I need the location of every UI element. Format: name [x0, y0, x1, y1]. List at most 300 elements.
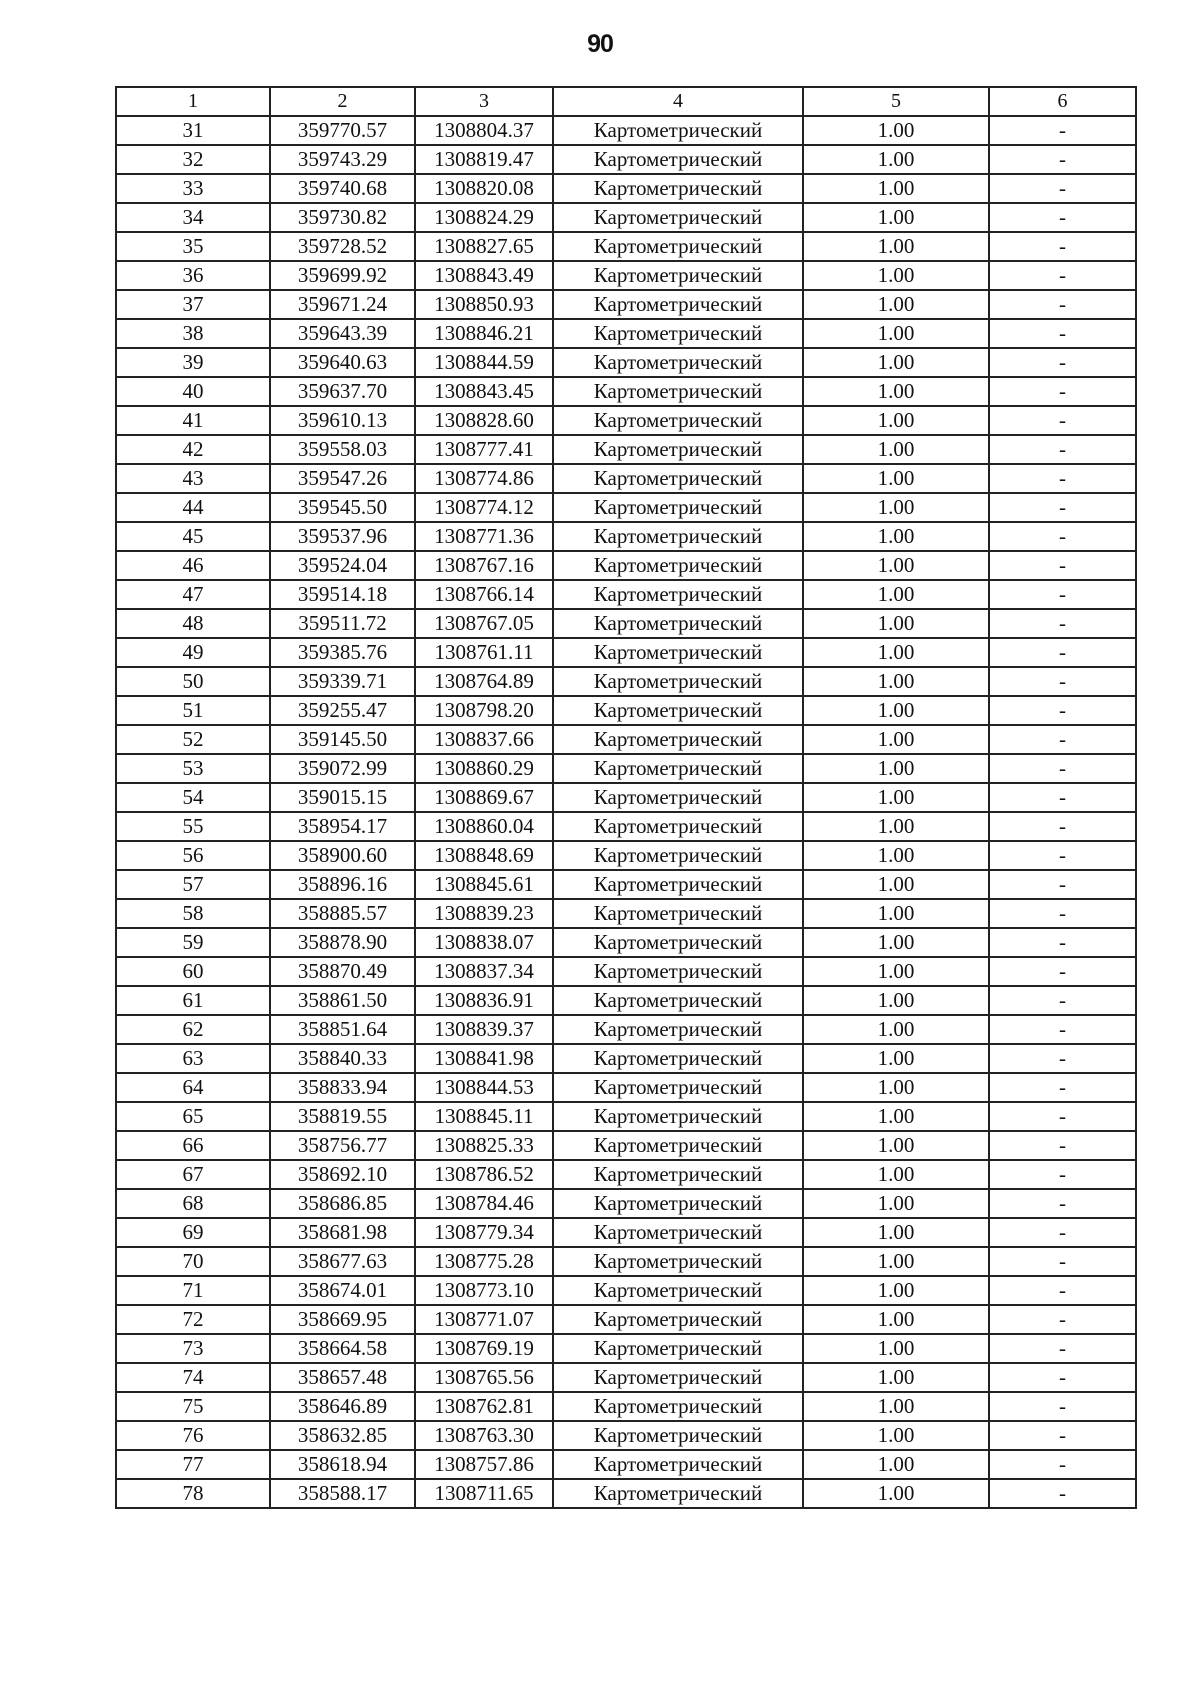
x-coordinate-cell: 359558.03 — [270, 435, 415, 464]
point-number-cell: 67 — [116, 1160, 270, 1189]
x-coordinate-cell: 358588.17 — [270, 1479, 415, 1508]
point-number-cell: 37 — [116, 290, 270, 319]
y-coordinate-cell: 1308775.28 — [415, 1247, 553, 1276]
note-cell: - — [989, 232, 1136, 261]
y-coordinate-cell: 1308777.41 — [415, 435, 553, 464]
y-coordinate-cell: 1308766.14 — [415, 580, 553, 609]
y-coordinate-cell: 1308844.53 — [415, 1073, 553, 1102]
point-number-cell: 63 — [116, 1044, 270, 1073]
method-cell: Картометрический — [553, 1421, 803, 1450]
y-coordinate-cell: 1308828.60 — [415, 406, 553, 435]
y-coordinate-cell: 1308839.37 — [415, 1015, 553, 1044]
point-number-cell: 77 — [116, 1450, 270, 1479]
point-number-cell: 73 — [116, 1334, 270, 1363]
accuracy-cell: 1.00 — [803, 493, 989, 522]
method-cell: Картометрический — [553, 1102, 803, 1131]
accuracy-cell: 1.00 — [803, 145, 989, 174]
accuracy-cell: 1.00 — [803, 203, 989, 232]
point-number-cell: 62 — [116, 1015, 270, 1044]
x-coordinate-cell: 359640.63 — [270, 348, 415, 377]
method-cell: Картометрический — [553, 841, 803, 870]
point-number-cell: 45 — [116, 522, 270, 551]
note-cell: - — [989, 319, 1136, 348]
y-coordinate-cell: 1308762.81 — [415, 1392, 553, 1421]
point-number-cell: 75 — [116, 1392, 270, 1421]
accuracy-cell: 1.00 — [803, 290, 989, 319]
note-cell: - — [989, 145, 1136, 174]
header-row — [116, 87, 1136, 116]
x-coordinate-cell: 359072.99 — [270, 754, 415, 783]
accuracy-cell: 1.00 — [803, 1102, 989, 1131]
point-number-cell: 52 — [116, 725, 270, 754]
point-number-cell: 34 — [116, 203, 270, 232]
accuracy-cell: 1.00 — [803, 174, 989, 203]
method-cell: Картометрический — [553, 145, 803, 174]
method-cell: Картометрический — [553, 1305, 803, 1334]
x-coordinate-cell: 359728.52 — [270, 232, 415, 261]
table-row — [116, 464, 1136, 493]
note-cell: - — [989, 261, 1136, 290]
note-cell: - — [989, 1479, 1136, 1508]
method-cell: Картометрический — [553, 580, 803, 609]
x-coordinate-cell: 358954.17 — [270, 812, 415, 841]
accuracy-cell: 1.00 — [803, 638, 989, 667]
method-cell: Картометрический — [553, 348, 803, 377]
point-number-cell: 47 — [116, 580, 270, 609]
note-cell: - — [989, 1421, 1136, 1450]
note-cell: - — [989, 667, 1136, 696]
accuracy-cell: 1.00 — [803, 1363, 989, 1392]
accuracy-cell: 1.00 — [803, 1305, 989, 1334]
x-coordinate-cell: 358878.90 — [270, 928, 415, 957]
y-coordinate-cell: 1308843.49 — [415, 261, 553, 290]
method-cell: Картометрический — [553, 667, 803, 696]
table-row — [116, 1218, 1136, 1247]
point-number-cell: 49 — [116, 638, 270, 667]
point-number-cell: 38 — [116, 319, 270, 348]
y-coordinate-cell: 1308869.67 — [415, 783, 553, 812]
table-row — [116, 1276, 1136, 1305]
accuracy-cell: 1.00 — [803, 841, 989, 870]
method-cell: Картометрический — [553, 986, 803, 1015]
x-coordinate-cell: 359545.50 — [270, 493, 415, 522]
note-cell: - — [989, 1131, 1136, 1160]
y-coordinate-cell: 1308819.47 — [415, 145, 553, 174]
method-cell: Картометрический — [553, 406, 803, 435]
method-cell: Картометрический — [553, 522, 803, 551]
x-coordinate-cell: 358833.94 — [270, 1073, 415, 1102]
table-row — [116, 754, 1136, 783]
x-coordinate-cell: 358618.94 — [270, 1450, 415, 1479]
method-cell: Картометрический — [553, 638, 803, 667]
x-coordinate-cell: 359740.68 — [270, 174, 415, 203]
method-cell: Картометрический — [553, 1450, 803, 1479]
x-coordinate-cell: 358681.98 — [270, 1218, 415, 1247]
accuracy-cell: 1.00 — [803, 1276, 989, 1305]
x-coordinate-cell: 358870.49 — [270, 957, 415, 986]
accuracy-cell: 1.00 — [803, 1247, 989, 1276]
accuracy-cell: 1.00 — [803, 1218, 989, 1247]
accuracy-cell: 1.00 — [803, 464, 989, 493]
table-row — [116, 1015, 1136, 1044]
y-coordinate-cell: 1308825.33 — [415, 1131, 553, 1160]
accuracy-cell: 1.00 — [803, 1334, 989, 1363]
x-coordinate-cell: 359547.26 — [270, 464, 415, 493]
method-cell: Картометрический — [553, 870, 803, 899]
accuracy-cell: 1.00 — [803, 696, 989, 725]
method-cell: Картометрический — [553, 1189, 803, 1218]
note-cell: - — [989, 1015, 1136, 1044]
y-coordinate-cell: 1308845.11 — [415, 1102, 553, 1131]
method-cell: Картометрический — [553, 1131, 803, 1160]
table-row — [116, 522, 1136, 551]
x-coordinate-cell: 359385.76 — [270, 638, 415, 667]
method-cell: Картометрический — [553, 1392, 803, 1421]
table-row — [116, 493, 1136, 522]
point-number-cell: 60 — [116, 957, 270, 986]
y-coordinate-cell: 1308786.52 — [415, 1160, 553, 1189]
x-coordinate-cell: 359015.15 — [270, 783, 415, 812]
x-coordinate-cell: 358657.48 — [270, 1363, 415, 1392]
accuracy-cell: 1.00 — [803, 1015, 989, 1044]
note-cell: - — [989, 174, 1136, 203]
accuracy-cell: 1.00 — [803, 232, 989, 261]
table-row — [116, 377, 1136, 406]
table-row — [116, 1363, 1136, 1392]
method-cell: Картометрический — [553, 812, 803, 841]
x-coordinate-cell: 358669.95 — [270, 1305, 415, 1334]
y-coordinate-cell: 1308827.65 — [415, 232, 553, 261]
method-cell: Картометрический — [553, 1160, 803, 1189]
method-cell: Картометрический — [553, 290, 803, 319]
method-cell: Картометрический — [553, 203, 803, 232]
y-coordinate-cell: 1308761.11 — [415, 638, 553, 667]
note-cell: - — [989, 986, 1136, 1015]
accuracy-cell: 1.00 — [803, 1189, 989, 1218]
table-row — [116, 348, 1136, 377]
note-cell: - — [989, 377, 1136, 406]
x-coordinate-cell: 359255.47 — [270, 696, 415, 725]
point-number-cell: 51 — [116, 696, 270, 725]
x-coordinate-cell: 359699.92 — [270, 261, 415, 290]
point-number-cell: 58 — [116, 899, 270, 928]
y-coordinate-cell: 1308838.07 — [415, 928, 553, 957]
point-number-cell: 32 — [116, 145, 270, 174]
table-row — [116, 812, 1136, 841]
accuracy-cell: 1.00 — [803, 1044, 989, 1073]
note-cell: - — [989, 696, 1136, 725]
x-coordinate-cell: 358896.16 — [270, 870, 415, 899]
note-cell: - — [989, 928, 1136, 957]
table-row — [116, 957, 1136, 986]
point-number-cell: 41 — [116, 406, 270, 435]
note-cell: - — [989, 580, 1136, 609]
accuracy-cell: 1.00 — [803, 377, 989, 406]
accuracy-cell: 1.00 — [803, 435, 989, 464]
table-row — [116, 580, 1136, 609]
point-number-cell: 72 — [116, 1305, 270, 1334]
method-cell: Картометрический — [553, 1334, 803, 1363]
method-cell: Картометрический — [553, 551, 803, 580]
accuracy-cell: 1.00 — [803, 928, 989, 957]
accuracy-cell: 1.00 — [803, 1479, 989, 1508]
note-cell: - — [989, 1189, 1136, 1218]
note-cell: - — [989, 1450, 1136, 1479]
accuracy-cell: 1.00 — [803, 551, 989, 580]
note-cell: - — [989, 870, 1136, 899]
y-coordinate-cell: 1308836.91 — [415, 986, 553, 1015]
y-coordinate-cell: 1308769.19 — [415, 1334, 553, 1363]
table-row — [116, 1131, 1136, 1160]
method-cell: Картометрический — [553, 957, 803, 986]
y-coordinate-cell: 1308774.12 — [415, 493, 553, 522]
note-cell: - — [989, 1160, 1136, 1189]
method-cell: Картометрический — [553, 435, 803, 464]
y-coordinate-cell: 1308767.05 — [415, 609, 553, 638]
table-row — [116, 203, 1136, 232]
x-coordinate-cell: 358819.55 — [270, 1102, 415, 1131]
method-cell: Картометрический — [553, 232, 803, 261]
point-number-cell: 68 — [116, 1189, 270, 1218]
accuracy-cell: 1.00 — [803, 812, 989, 841]
table-header — [116, 87, 1136, 116]
table-row — [116, 667, 1136, 696]
note-cell: - — [989, 406, 1136, 435]
note-cell: - — [989, 1247, 1136, 1276]
y-coordinate-cell: 1308771.07 — [415, 1305, 553, 1334]
table-row — [116, 1044, 1136, 1073]
table-row — [116, 783, 1136, 812]
table-row — [116, 928, 1136, 957]
x-coordinate-cell: 358686.85 — [270, 1189, 415, 1218]
table-row — [116, 145, 1136, 174]
method-cell: Картометрический — [553, 928, 803, 957]
x-coordinate-cell: 359637.70 — [270, 377, 415, 406]
y-coordinate-cell: 1308779.34 — [415, 1218, 553, 1247]
accuracy-cell: 1.00 — [803, 406, 989, 435]
table-row — [116, 986, 1136, 1015]
table-row — [116, 174, 1136, 203]
method-cell: Картометрический — [553, 696, 803, 725]
method-cell: Картометрический — [553, 493, 803, 522]
table-row — [116, 1479, 1136, 1508]
y-coordinate-cell: 1308798.20 — [415, 696, 553, 725]
note-cell: - — [989, 116, 1136, 145]
x-coordinate-cell: 359537.96 — [270, 522, 415, 551]
accuracy-cell: 1.00 — [803, 1160, 989, 1189]
method-cell: Картометрический — [553, 1276, 803, 1305]
header-cell: 4 — [553, 87, 803, 116]
point-number-cell: 71 — [116, 1276, 270, 1305]
point-number-cell: 48 — [116, 609, 270, 638]
x-coordinate-cell: 359770.57 — [270, 116, 415, 145]
method-cell: Картометрический — [553, 783, 803, 812]
table-row — [116, 406, 1136, 435]
y-coordinate-cell: 1308860.29 — [415, 754, 553, 783]
table-row — [116, 1247, 1136, 1276]
table-row — [116, 1073, 1136, 1102]
method-cell: Картометрический — [553, 609, 803, 638]
y-coordinate-cell: 1308774.86 — [415, 464, 553, 493]
accuracy-cell: 1.00 — [803, 986, 989, 1015]
note-cell: - — [989, 609, 1136, 638]
point-number-cell: 56 — [116, 841, 270, 870]
table-row — [116, 551, 1136, 580]
note-cell: - — [989, 203, 1136, 232]
accuracy-cell: 1.00 — [803, 348, 989, 377]
y-coordinate-cell: 1308841.98 — [415, 1044, 553, 1073]
note-cell: - — [989, 435, 1136, 464]
x-coordinate-cell: 359743.29 — [270, 145, 415, 174]
header-cell: 3 — [415, 87, 553, 116]
y-coordinate-cell: 1308771.36 — [415, 522, 553, 551]
y-coordinate-cell: 1308843.45 — [415, 377, 553, 406]
accuracy-cell: 1.00 — [803, 957, 989, 986]
point-number-cell: 39 — [116, 348, 270, 377]
note-cell: - — [989, 957, 1136, 986]
y-coordinate-cell: 1308763.30 — [415, 1421, 553, 1450]
note-cell: - — [989, 522, 1136, 551]
table-row — [116, 1392, 1136, 1421]
x-coordinate-cell: 359339.71 — [270, 667, 415, 696]
note-cell: - — [989, 1305, 1136, 1334]
point-number-cell: 33 — [116, 174, 270, 203]
point-number-cell: 76 — [116, 1421, 270, 1450]
accuracy-cell: 1.00 — [803, 754, 989, 783]
table-row — [116, 435, 1136, 464]
method-cell: Картометрический — [553, 1073, 803, 1102]
accuracy-cell: 1.00 — [803, 870, 989, 899]
point-number-cell: 69 — [116, 1218, 270, 1247]
method-cell: Картометрический — [553, 1044, 803, 1073]
point-number-cell: 43 — [116, 464, 270, 493]
note-cell: - — [989, 1363, 1136, 1392]
table-row — [116, 232, 1136, 261]
note-cell: - — [989, 1334, 1136, 1363]
y-coordinate-cell: 1308711.65 — [415, 1479, 553, 1508]
table-row — [116, 261, 1136, 290]
x-coordinate-cell: 358756.77 — [270, 1131, 415, 1160]
point-number-cell: 54 — [116, 783, 270, 812]
table-row — [116, 696, 1136, 725]
note-cell: - — [989, 1044, 1136, 1073]
table-row — [116, 899, 1136, 928]
x-coordinate-cell: 358664.58 — [270, 1334, 415, 1363]
x-coordinate-cell: 359524.04 — [270, 551, 415, 580]
y-coordinate-cell: 1308839.23 — [415, 899, 553, 928]
header-cell: 2 — [270, 87, 415, 116]
note-cell: - — [989, 493, 1136, 522]
x-coordinate-cell: 358677.63 — [270, 1247, 415, 1276]
note-cell: - — [989, 1218, 1136, 1247]
x-coordinate-cell: 358900.60 — [270, 841, 415, 870]
method-cell: Картометрический — [553, 464, 803, 493]
x-coordinate-cell: 358861.50 — [270, 986, 415, 1015]
y-coordinate-cell: 1308764.89 — [415, 667, 553, 696]
point-number-cell: 46 — [116, 551, 270, 580]
point-number-cell: 66 — [116, 1131, 270, 1160]
x-coordinate-cell: 359145.50 — [270, 725, 415, 754]
x-coordinate-cell: 359511.72 — [270, 609, 415, 638]
method-cell: Картометрический — [553, 725, 803, 754]
page-number: 90 — [587, 30, 613, 58]
x-coordinate-cell: 358632.85 — [270, 1421, 415, 1450]
table-body — [116, 116, 1136, 1508]
method-cell: Картометрический — [553, 754, 803, 783]
method-cell: Картометрический — [553, 116, 803, 145]
table-row — [116, 1160, 1136, 1189]
table-row — [116, 725, 1136, 754]
table-row — [116, 841, 1136, 870]
note-cell: - — [989, 348, 1136, 377]
accuracy-cell: 1.00 — [803, 261, 989, 290]
header-cell: 6 — [989, 87, 1136, 116]
y-coordinate-cell: 1308837.66 — [415, 725, 553, 754]
point-number-cell: 44 — [116, 493, 270, 522]
table-row — [116, 1102, 1136, 1131]
y-coordinate-cell: 1308765.56 — [415, 1363, 553, 1392]
accuracy-cell: 1.00 — [803, 319, 989, 348]
method-cell: Картометрический — [553, 1479, 803, 1508]
table-row — [116, 870, 1136, 899]
method-cell: Картометрический — [553, 377, 803, 406]
table-row — [116, 1334, 1136, 1363]
accuracy-cell: 1.00 — [803, 609, 989, 638]
point-number-cell: 57 — [116, 870, 270, 899]
y-coordinate-cell: 1308757.86 — [415, 1450, 553, 1479]
x-coordinate-cell: 358646.89 — [270, 1392, 415, 1421]
point-number-cell: 50 — [116, 667, 270, 696]
header-cell: 1 — [116, 87, 270, 116]
table-row — [116, 1305, 1136, 1334]
y-coordinate-cell: 1308804.37 — [415, 116, 553, 145]
x-coordinate-cell: 359514.18 — [270, 580, 415, 609]
point-number-cell: 59 — [116, 928, 270, 957]
note-cell: - — [989, 725, 1136, 754]
y-coordinate-cell: 1308845.61 — [415, 870, 553, 899]
y-coordinate-cell: 1308784.46 — [415, 1189, 553, 1218]
note-cell: - — [989, 1276, 1136, 1305]
note-cell: - — [989, 783, 1136, 812]
x-coordinate-cell: 359671.24 — [270, 290, 415, 319]
note-cell: - — [989, 464, 1136, 493]
accuracy-cell: 1.00 — [803, 580, 989, 609]
y-coordinate-cell: 1308850.93 — [415, 290, 553, 319]
table-row — [116, 638, 1136, 667]
y-coordinate-cell: 1308860.04 — [415, 812, 553, 841]
point-number-cell: 40 — [116, 377, 270, 406]
point-number-cell: 61 — [116, 986, 270, 1015]
accuracy-cell: 1.00 — [803, 1450, 989, 1479]
table-row — [116, 116, 1136, 145]
point-number-cell: 64 — [116, 1073, 270, 1102]
accuracy-cell: 1.00 — [803, 116, 989, 145]
note-cell: - — [989, 1073, 1136, 1102]
method-cell: Картометрический — [553, 174, 803, 203]
point-number-cell: 31 — [116, 116, 270, 145]
table-row — [116, 1421, 1136, 1450]
note-cell: - — [989, 1102, 1136, 1131]
x-coordinate-cell: 358840.33 — [270, 1044, 415, 1073]
note-cell: - — [989, 1392, 1136, 1421]
table-row — [116, 1450, 1136, 1479]
x-coordinate-cell: 358851.64 — [270, 1015, 415, 1044]
note-cell: - — [989, 551, 1136, 580]
y-coordinate-cell: 1308767.16 — [415, 551, 553, 580]
y-coordinate-cell: 1308848.69 — [415, 841, 553, 870]
x-coordinate-cell: 358692.10 — [270, 1160, 415, 1189]
note-cell: - — [989, 899, 1136, 928]
